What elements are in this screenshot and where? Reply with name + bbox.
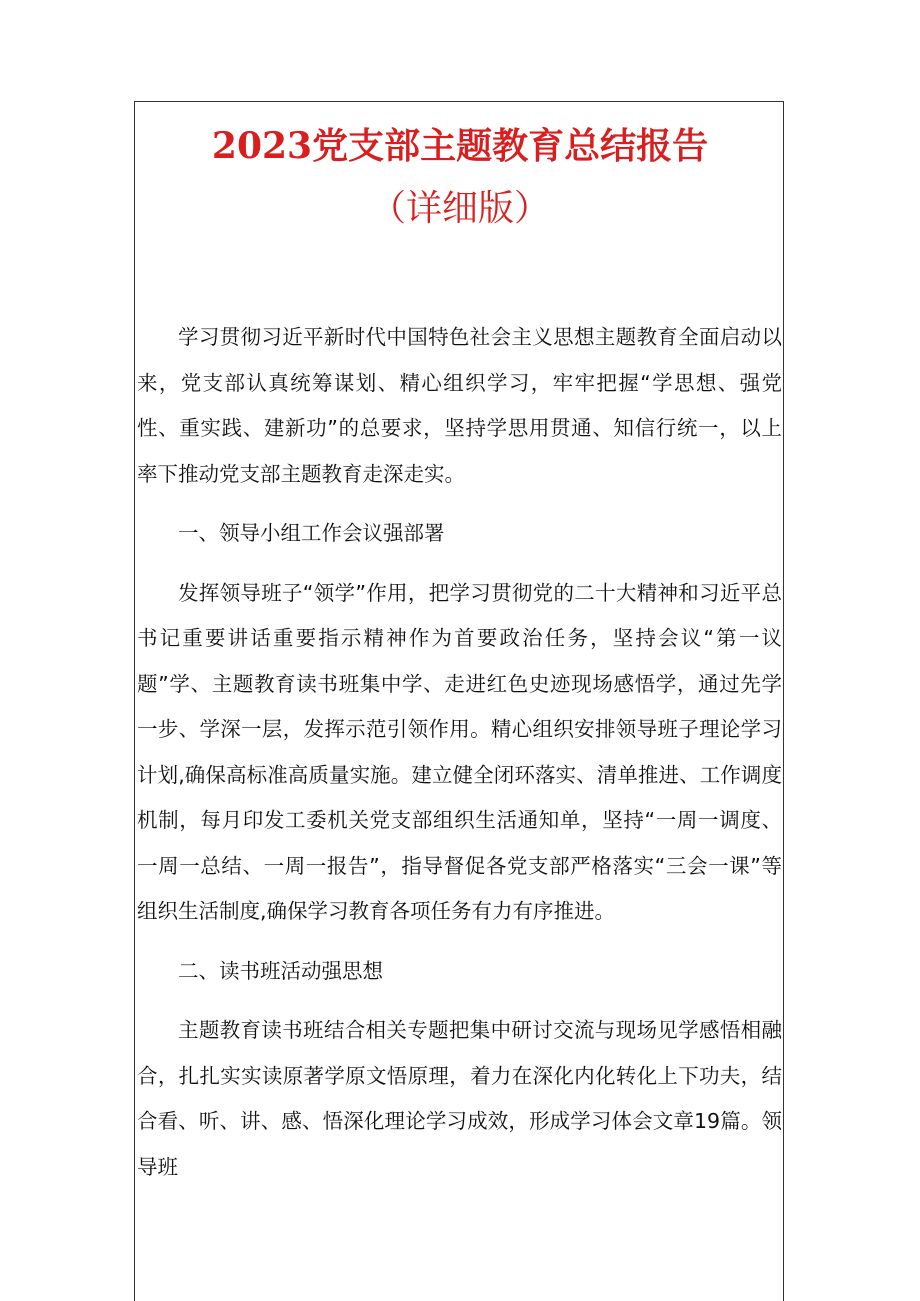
paragraph-intro: 学习贯彻习近平新时代中国特色社会主义思想主题教育全面启动以来，党支部认真统筹谋划、精心组织学习，牢牢把握“学思想、强党性、重实践、建新功”的总要求，坚持学思用贯通、知信行统一，以上率下推动党支部主题教育走深走实。 — [137, 325, 782, 486]
document-subtitle: （详细版） — [369, 188, 550, 229]
document-body — [137, 301, 782, 1190]
document-title: 2023党支部主题教育总结报告 — [211, 125, 709, 167]
paragraph-section-1: 发挥领导班子“领学”作用，把学习贯彻党的二十大精神和习近平总书记重要讲话重要指示精神作为首要政治任务，坚持会议“第一议题”学、主题教育读书班集中学、走进红色史迹现场感悟学，通过先学一步、学深一层，发挥示范引领作用。精心组织安排领导班子理论学习计划,确保高标准高质量实施。建立健全闭环落实、清单推进、工作调度机制，每月印发工委机关党支部组织生活通知单，坚持“一周一调度、一周一总结、一周一报告”，指导督促各党支部严格落实“三会一课”等组织生活制度,确保学习教育各项任务有力有序推进。 — [137, 580, 782, 923]
section-heading-1: 一、领导小组工作会议强部署 — [178, 521, 445, 545]
section-heading-2: 二、读书班活动强思想 — [178, 958, 383, 983]
paragraph-section-2: 主题教育读书班结合相关专题把集中研讨交流与现场见学感悟相融合，扎扎实实读原著学原文悟原理，着力在深化内化转化上下功夫，结合看、听、讲、感、悟深化理论学习成效，形成学习体会文章19篇。领导班 — [137, 1018, 782, 1179]
